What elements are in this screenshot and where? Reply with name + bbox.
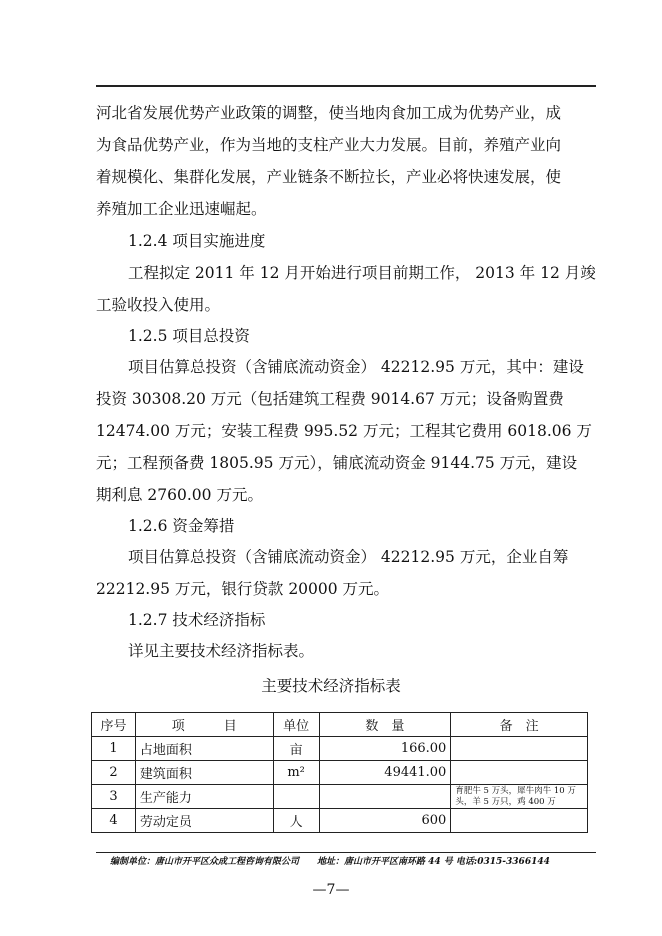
text-line: 12474.00 万元；安装工程费 995.52 万元；工程其它费用 6018.06 万 <box>96 422 592 440</box>
text-line: 工验收投入使用。 <box>96 296 221 314</box>
indicator-table <box>91 712 588 833</box>
table-header-row <box>92 713 588 737</box>
unit: m² <box>273 761 319 785</box>
header-cell: 单位 <box>273 713 319 737</box>
header-rule <box>96 85 596 87</box>
row-number: 3 <box>92 785 136 809</box>
section-heading-1-2-5: 1.2.5 项目总投资 <box>128 327 250 345</box>
page-number: —7— <box>312 882 350 898</box>
text-line: 元；工程预备费 1805.95 万元），铺底流动资金 9144.75 万元，建设 <box>96 454 578 472</box>
row-number: 4 <box>92 809 136 833</box>
quantity: 166.00 <box>319 737 451 761</box>
table-caption: 主要技术经济指标表 <box>261 677 401 695</box>
section-heading-1-2-6: 1.2.6 资金筹措 <box>128 517 235 535</box>
text-line: 22212.95 万元，银行贷款 20000 万元。 <box>96 580 390 598</box>
paragraph-progress <box>96 257 596 321</box>
table-row <box>92 785 588 809</box>
text-line: 项目估算总投资（含铺底流动资金） 42212.95 万元，其中：建设 <box>128 358 584 376</box>
note <box>451 761 588 785</box>
footer-text: 编制单位：唐山市开平区众成工程咨询有限公司 地址：唐山市开平区南环路 44 号 电话:0315-3366144 <box>110 857 550 867</box>
item-name: 生产能力 <box>135 785 273 809</box>
text-line: 投资 30308.20 万元（包括建筑工程费 9014.67 万元；设备购置费 <box>96 390 564 408</box>
note <box>451 737 588 761</box>
table-row <box>92 761 588 785</box>
note: 育肥牛 5 万头，犀牛肉牛 10 万头，羊 5 万只，鸡 400 万 <box>451 785 588 809</box>
paragraph-indicators <box>96 635 596 667</box>
text-line: 工程拟定 2011 年 12 月开始进行项目前期工作， 2013 年 12 月竣 <box>128 264 596 282</box>
table-row <box>92 737 588 761</box>
row-number: 2 <box>92 761 136 785</box>
section-heading-1-2-7: 1.2.7 技术经济指标 <box>128 611 266 629</box>
quantity: 600 <box>319 809 451 833</box>
text-line: 养殖加工企业迅速崛起。 <box>96 200 267 218</box>
header-cell: 项 目 <box>135 713 273 737</box>
paragraph-investment <box>96 351 596 511</box>
text-line: 河北省发展优势产业政策的调整，使当地肉食加工成为优势产业，成 <box>96 104 562 122</box>
quantity: 49441.00 <box>319 761 451 785</box>
text-line: 着规模化、集群化发展，产业链条不断拉长，产业必将快速发展，使 <box>96 168 562 186</box>
item-name: 占地面积 <box>135 737 273 761</box>
unit: 亩 <box>273 737 319 761</box>
item-name: 建筑面积 <box>135 761 273 785</box>
paragraph-funding <box>96 541 596 605</box>
unit: 人 <box>273 809 319 833</box>
quantity <box>319 785 451 809</box>
text-line: 为食品优势产业，作为当地的支柱产业大力发展。目前，养殖产业向 <box>96 136 562 154</box>
section-heading-1-2-4: 1.2.4 项目实施进度 <box>128 232 266 250</box>
footer-rule <box>96 852 596 853</box>
row-number: 1 <box>92 737 136 761</box>
header-cell: 备 注 <box>451 713 588 737</box>
header-cell: 数 量 <box>319 713 451 737</box>
text-line: 详见主要技术经济指标表。 <box>128 642 315 660</box>
header-cell: 序号 <box>92 713 136 737</box>
paragraph-intro <box>96 97 596 225</box>
text-line: 期利息 2760.00 万元。 <box>96 486 263 504</box>
text-line: 项目估算总投资（含铺底流动资金） 42212.95 万元，企业自筹 <box>128 548 569 566</box>
note <box>451 809 588 833</box>
table-row <box>92 809 588 833</box>
unit <box>273 785 319 809</box>
item-name: 劳动定员 <box>135 809 273 833</box>
